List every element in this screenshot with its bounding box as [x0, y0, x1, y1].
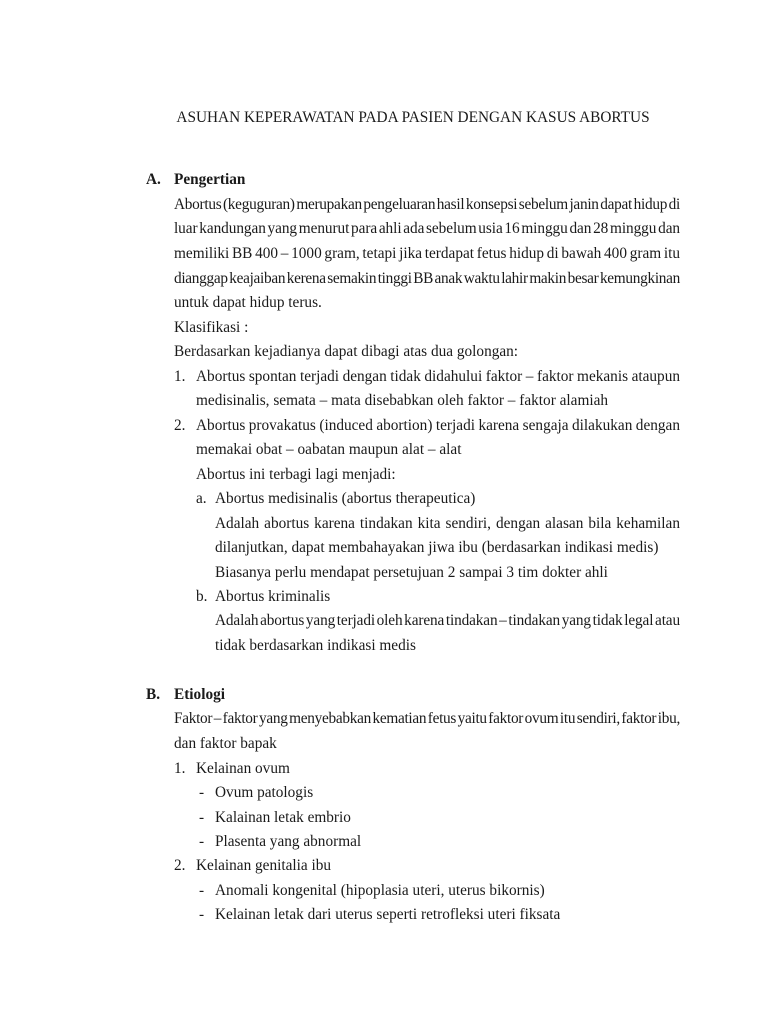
- classification-intro: Berdasarkan kejadianya dapat dibagi atas dua golongan:: [174, 343, 519, 360]
- list-marker: 1.: [174, 760, 186, 777]
- bullet-item: Plasenta yang abnormal: [215, 833, 362, 850]
- sublist-title: Abortus medisinalis (abortus therapeutica): [215, 490, 476, 507]
- bullet-item: Ovum patologis: [215, 784, 314, 801]
- klasifikasi-label: Klasifikasi :: [174, 319, 249, 336]
- paragraph-line: dan faktor bapak: [174, 735, 277, 752]
- paragraph-line: Abortus (keguguran) merupakan pengeluaran hasil konsepsi sebelum janin dapat hidup di: [174, 196, 681, 213]
- dash-bullet: -: [199, 882, 205, 899]
- paragraph-line: memiliki BB 400 – 1000 gram, tetapi jika terdapat fetus hidup di bawah 400 gram itu: [174, 245, 680, 262]
- dash-bullet: -: [199, 784, 205, 801]
- list-marker: 2.: [174, 857, 186, 874]
- section-heading: Pengertian: [174, 171, 246, 188]
- dash-bullet: -: [199, 809, 205, 826]
- paragraph-line: dianggap keajaiban kerena semakin tinggi BB anak waktu lahir makin besar kemungkinan: [174, 270, 680, 287]
- list-item-line: memakai obat – oabatan maupun alat – alat: [196, 441, 462, 458]
- paragraph-line: luar kandungan yang menurut para ahli ada sebelum usia 16 minggu dan 28 minggu dan: [174, 220, 680, 237]
- list-marker: 2.: [174, 417, 186, 434]
- list-item-label: Kelainan ovum: [196, 760, 290, 777]
- sublist-marker: a.: [196, 490, 207, 507]
- list-item-label: Kelainan genitalia ibu: [196, 857, 332, 874]
- sublist-line: Biasanya perlu mendapat persetujuan 2 sampai 3 tim dokter ahli: [215, 564, 608, 581]
- bullet-item: Kalainan letak embrio: [215, 809, 351, 826]
- dash-bullet: -: [199, 833, 205, 850]
- bullet-item: Anomali kongenital (hipoplasia uteri, uterus bikornis): [215, 882, 545, 899]
- sublist-line: tidak berdasarkan indikasi medis: [215, 637, 416, 654]
- list-item-line: Abortus spontan terjadi dengan tidak didahului faktor – faktor mekanis ataupun: [196, 368, 680, 385]
- sublist-line: Adalah abortus karena tindakan kita sendiri, dengan alasan bila kehamilan: [215, 515, 680, 532]
- section-marker: A.: [146, 171, 161, 188]
- sublist-title: Abortus kriminalis: [215, 588, 331, 605]
- bullet-item: Kelainan letak dari uterus seperti retrofleksi uteri fiksata: [215, 906, 561, 923]
- sublist-line: Adalah abortus yang terjadi oleh karena tindakan – tindakan yang tidak legal atau: [215, 612, 680, 629]
- dash-bullet: -: [199, 906, 205, 923]
- page-title: ASUHAN KEPERAWATAN PADA PASIEN DENGAN KASUS ABORTUS: [176, 109, 650, 126]
- section-heading: Etiologi: [174, 686, 225, 703]
- list-item-line: Abortus provakatus (induced abortion) terjadi karena sengaja dilakukan dengan: [196, 417, 680, 434]
- paragraph-line: untuk dapat hidup terus.: [174, 294, 322, 311]
- list-marker: 1.: [174, 368, 186, 385]
- sublist-line: dilanjutkan, dapat membahayakan jiwa ibu (berdasarkan indikasi medis): [215, 539, 659, 556]
- list-item-line: medisinalis, semata – mata disebabkan oleh faktor – faktor alamiah: [196, 392, 609, 409]
- paragraph-line: Faktor – faktor yang menyebabkan kematian fetus yaitu faktor ovum itu sendiri, faktor ibu,: [174, 710, 680, 727]
- sublist-marker: b.: [196, 588, 208, 605]
- sub-intro: Abortus ini terbagi lagi menjadi:: [196, 466, 396, 483]
- section-marker: B.: [146, 686, 161, 703]
